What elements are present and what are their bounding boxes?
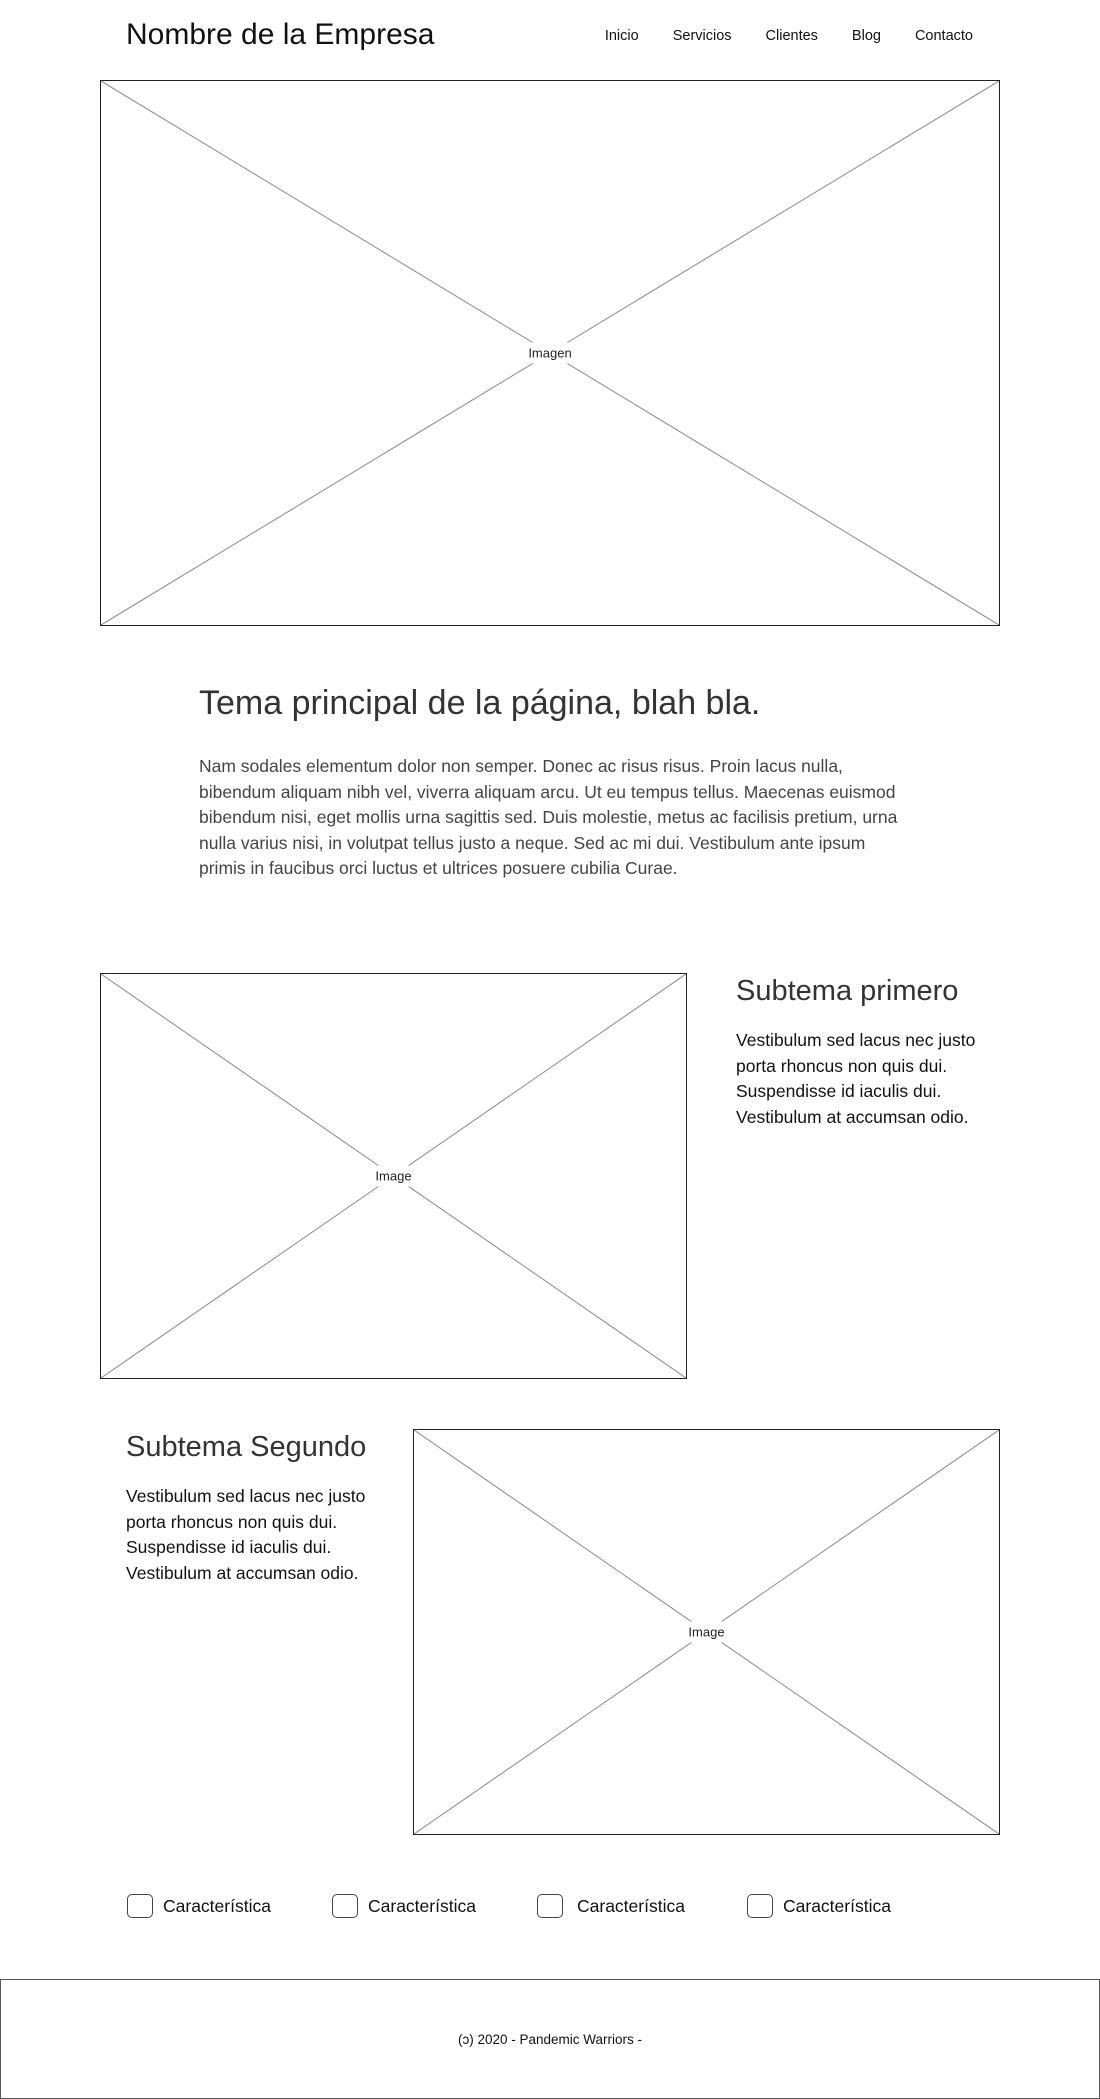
feature-checkbox-icon[interactable]: [747, 1894, 773, 1918]
feature-item-3[interactable]: [537, 1894, 685, 1918]
company-name[interactable]: Nombre de la Empresa: [126, 18, 435, 51]
feature-item-2[interactable]: [332, 1894, 476, 1918]
feature-item-1[interactable]: [127, 1894, 271, 1918]
main-nav: [605, 28, 973, 44]
footer-copyright: (ɔ) 2020 - Pandemic Warriors -: [457, 2031, 643, 2047]
subtopic2-image-placeholder: [413, 1429, 1000, 1835]
subtopic2-title: Subtema Segundo: [126, 1431, 367, 1463]
subtopic2-image-label: Image: [683, 1622, 729, 1643]
feature-label: Característica: [368, 1895, 476, 1916]
feature-label: Característica: [163, 1895, 271, 1916]
nav-item-inicio[interactable]: Inicio: [604, 28, 639, 44]
nav-item-servicios[interactable]: Servicios: [672, 28, 732, 44]
page-title: Tema principal de la página, blah bla.: [199, 684, 761, 722]
feature-checkbox-icon[interactable]: [537, 1894, 563, 1918]
feature-checkbox-icon[interactable]: [332, 1894, 358, 1918]
feature-label: Característica: [577, 1895, 685, 1916]
feature-item-4[interactable]: [747, 1894, 891, 1918]
hero-image-label: Imagen: [523, 343, 576, 364]
nav-item-clientes[interactable]: Clientes: [765, 28, 818, 44]
nav-item-blog[interactable]: Blog: [851, 28, 881, 44]
subtopic1-image-placeholder: [100, 973, 687, 1379]
subtopic2-text: Vestibulum sed lacus nec justo porta rhoncus non quis dui. Suspendisse id iaculis dui. Vestibulum at accumsan odio.: [126, 1486, 366, 1583]
feature-checkbox-icon[interactable]: [127, 1894, 153, 1918]
feature-label: Característica: [783, 1895, 891, 1916]
hero-image-placeholder: [100, 80, 1000, 626]
nav-item-contacto[interactable]: Contacto: [914, 28, 973, 44]
footer: [0, 1979, 1100, 2099]
subtopic1-image-label: Image: [370, 1166, 416, 1187]
subtopic1-title: Subtema primero: [736, 975, 959, 1007]
page-intro-text: Nam sodales elementum dolor non semper. Donec ac risus risus. Proin lacus nulla, bibendum aliquam nibh vel, viverra aliquam arcu. Ut eu tempus tellus. Maecenas euismod bibendum nisi, eget mollis urna sagittis sed. Duis molestie, metus ac facilisis pretium, urna nulla varius nisi, in volutpat tellus justo a neque. Sed ac mi dui. Vestibulum ante ipsum primis in faucibus orci luctus et ultrices posuere cubilia Curae.: [199, 756, 898, 878]
subtopic1-text: Vestibulum sed lacus nec justo porta rhoncus non quis dui. Suspendisse id iaculis dui. Vestibulum at accumsan odio.: [736, 1030, 976, 1127]
